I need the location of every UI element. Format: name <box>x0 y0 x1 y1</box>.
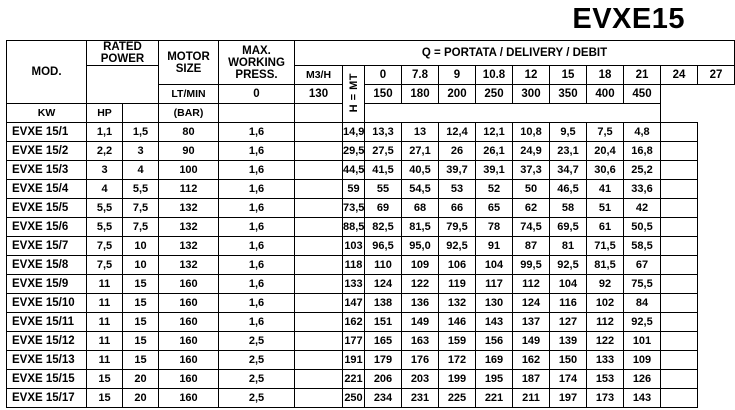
row-unit-spacer-5 <box>295 218 343 237</box>
row-bar-7: 1,6 <box>219 256 295 275</box>
row-1-h-4: 26,1 <box>476 142 513 161</box>
q-m3h-6: 18 <box>587 66 624 85</box>
row-model-10: EVXE 15/11 <box>7 313 87 332</box>
row-motor-size-6: 132 <box>159 237 219 256</box>
row-2-h-8: 25,2 <box>624 161 661 180</box>
header-kw: KW <box>7 104 87 123</box>
row-0-h-3: 12,4 <box>439 123 476 142</box>
row-14-h-2: 231 <box>402 389 439 408</box>
q-m3h-8: 24 <box>661 66 698 85</box>
row-model-12: EVXE 15/13 <box>7 351 87 370</box>
row-7-h-7: 81,5 <box>587 256 624 275</box>
row-3-h-7: 41 <box>587 180 624 199</box>
row-12-h-4: 169 <box>476 351 513 370</box>
row-4-h-8: 42 <box>624 199 661 218</box>
row-14-h-9 <box>661 389 698 408</box>
row-1-h-9 <box>661 142 698 161</box>
row-bar-11: 2,5 <box>219 332 295 351</box>
row-motor-size-8: 160 <box>159 275 219 294</box>
row-kw-5: 5,5 <box>87 218 123 237</box>
q-ltmin-1: 130 <box>295 85 343 104</box>
row-4-h-1: 69 <box>365 199 402 218</box>
row-1-h-0: 29,5 <box>343 142 365 161</box>
row-hp-7: 10 <box>123 256 159 275</box>
row-5-h-9 <box>661 218 698 237</box>
row-unit-spacer-9 <box>295 294 343 313</box>
row-motor-size-7: 132 <box>159 256 219 275</box>
row-1-h-6: 23,1 <box>550 142 587 161</box>
row-12-h-6: 150 <box>550 351 587 370</box>
row-1-h-1: 27,5 <box>365 142 402 161</box>
header-max-working-press: MAX. WORKING PRESS. <box>219 41 295 85</box>
q-ltmin-3: 180 <box>402 85 439 104</box>
row-6-h-1: 96,5 <box>365 237 402 256</box>
row-kw-7: 7,5 <box>87 256 123 275</box>
row-hp-6: 10 <box>123 237 159 256</box>
row-4-h-5: 62 <box>513 199 550 218</box>
row-13-h-0: 221 <box>343 370 365 389</box>
row-model-3: EVXE 15/4 <box>7 180 87 199</box>
row-hp-11: 15 <box>123 332 159 351</box>
row-14-h-5: 211 <box>513 389 550 408</box>
q-ltmin-7: 350 <box>550 85 587 104</box>
row-unit-spacer-2 <box>295 161 343 180</box>
row-5-h-8: 50,5 <box>624 218 661 237</box>
row-kw-0: 1,1 <box>87 123 123 142</box>
row-0-h-2: 13 <box>402 123 439 142</box>
row-8-h-6: 104 <box>550 275 587 294</box>
row-13-h-7: 153 <box>587 370 624 389</box>
row-14-h-3: 225 <box>439 389 476 408</box>
row-9-h-5: 124 <box>513 294 550 313</box>
row-model-13: EVXE 15/15 <box>7 370 87 389</box>
row-kw-14: 15 <box>87 389 123 408</box>
header-unit-m3h: M3/H <box>295 66 343 85</box>
row-bar-5: 1,6 <box>219 218 295 237</box>
table-row <box>7 370 735 389</box>
row-9-h-2: 136 <box>402 294 439 313</box>
row-motor-size-1: 90 <box>159 142 219 161</box>
row-1-h-3: 26 <box>439 142 476 161</box>
row-5-h-3: 79,5 <box>439 218 476 237</box>
row-0-h-8: 4,8 <box>624 123 661 142</box>
row-kw-12: 11 <box>87 351 123 370</box>
table-header-row-4 <box>7 104 735 123</box>
header-hp: HP <box>87 104 123 123</box>
row-model-8: EVXE 15/9 <box>7 275 87 294</box>
row-hp-12: 15 <box>123 351 159 370</box>
header-unit-blank <box>219 104 295 123</box>
row-kw-10: 11 <box>87 313 123 332</box>
row-8-h-7: 92 <box>587 275 624 294</box>
row-13-h-6: 174 <box>550 370 587 389</box>
row-11-h-5: 149 <box>513 332 550 351</box>
table-row <box>7 199 735 218</box>
row-14-h-7: 173 <box>587 389 624 408</box>
row-kw-8: 11 <box>87 275 123 294</box>
row-7-h-8: 67 <box>624 256 661 275</box>
row-2-h-7: 30,6 <box>587 161 624 180</box>
row-unit-spacer-8 <box>295 275 343 294</box>
row-bar-9: 1,6 <box>219 294 295 313</box>
row-kw-9: 11 <box>87 294 123 313</box>
table-row <box>7 142 735 161</box>
row-3-h-8: 33,6 <box>624 180 661 199</box>
row-bar-8: 1,6 <box>219 275 295 294</box>
row-hp-14: 20 <box>123 389 159 408</box>
q-ltmin-9: 450 <box>624 85 661 104</box>
row-unit-spacer-13 <box>295 370 343 389</box>
row-0-h-0: 14,9 <box>343 123 365 142</box>
row-hp-10: 15 <box>123 313 159 332</box>
header-motor-size-blank <box>123 104 159 123</box>
q-ltmin-5: 250 <box>476 85 513 104</box>
row-bar-4: 1,6 <box>219 199 295 218</box>
row-11-h-4: 156 <box>476 332 513 351</box>
q-ltmin-8: 400 <box>587 85 624 104</box>
row-hp-9: 15 <box>123 294 159 313</box>
table-row <box>7 389 735 408</box>
row-kw-3: 4 <box>87 180 123 199</box>
row-12-h-2: 176 <box>402 351 439 370</box>
row-13-h-3: 199 <box>439 370 476 389</box>
table-row <box>7 256 735 275</box>
header-unit-ltmin: LT/MIN <box>159 85 219 104</box>
row-hp-13: 20 <box>123 370 159 389</box>
row-hp-5: 7,5 <box>123 218 159 237</box>
row-model-0: EVXE 15/1 <box>7 123 87 142</box>
row-bar-10: 1,6 <box>219 313 295 332</box>
row-10-h-9 <box>661 313 698 332</box>
row-12-h-7: 133 <box>587 351 624 370</box>
row-2-h-2: 40,5 <box>402 161 439 180</box>
row-hp-8: 15 <box>123 275 159 294</box>
row-model-4: EVXE 15/5 <box>7 199 87 218</box>
row-8-h-1: 124 <box>365 275 402 294</box>
row-9-h-4: 130 <box>476 294 513 313</box>
row-10-h-8: 92,5 <box>624 313 661 332</box>
row-6-h-5: 87 <box>513 237 550 256</box>
row-4-h-9 <box>661 199 698 218</box>
row-hp-1: 3 <box>123 142 159 161</box>
row-model-11: EVXE 15/12 <box>7 332 87 351</box>
row-13-h-2: 203 <box>402 370 439 389</box>
row-unit-spacer-0 <box>295 123 343 142</box>
row-9-h-8: 84 <box>624 294 661 313</box>
row-7-h-5: 99,5 <box>513 256 550 275</box>
row-motor-size-14: 160 <box>159 389 219 408</box>
row-7-h-2: 109 <box>402 256 439 275</box>
row-model-14: EVXE 15/17 <box>7 389 87 408</box>
row-10-h-6: 127 <box>550 313 587 332</box>
q-m3h-3: 10.8 <box>476 66 513 85</box>
row-5-h-2: 81,5 <box>402 218 439 237</box>
row-8-h-9 <box>661 275 698 294</box>
header-rated-power-spacer <box>87 66 159 104</box>
row-14-h-6: 197 <box>550 389 587 408</box>
row-12-h-3: 172 <box>439 351 476 370</box>
row-hp-2: 4 <box>123 161 159 180</box>
row-0-h-4: 12,1 <box>476 123 513 142</box>
row-hp-0: 1,5 <box>123 123 159 142</box>
row-model-2: EVXE 15/3 <box>7 161 87 180</box>
pump-performance-table <box>6 40 735 408</box>
row-unit-spacer-11 <box>295 332 343 351</box>
row-6-h-8: 58,5 <box>624 237 661 256</box>
row-14-h-0: 250 <box>343 389 365 408</box>
row-bar-6: 1,6 <box>219 237 295 256</box>
row-bar-0: 1,6 <box>219 123 295 142</box>
row-3-h-2: 54,5 <box>402 180 439 199</box>
table-row <box>7 123 735 142</box>
q-m3h-1: 7.8 <box>402 66 439 85</box>
row-8-h-3: 119 <box>439 275 476 294</box>
row-unit-spacer-12 <box>295 351 343 370</box>
row-13-h-8: 126 <box>624 370 661 389</box>
row-5-h-5: 74,5 <box>513 218 550 237</box>
row-0-h-7: 7,5 <box>587 123 624 142</box>
row-unit-spacer-14 <box>295 389 343 408</box>
row-11-h-7: 122 <box>587 332 624 351</box>
row-3-h-5: 50 <box>513 180 550 199</box>
row-model-1: EVXE 15/2 <box>7 142 87 161</box>
row-11-h-1: 165 <box>365 332 402 351</box>
row-3-h-9 <box>661 180 698 199</box>
table-row <box>7 218 735 237</box>
row-4-h-7: 51 <box>587 199 624 218</box>
row-7-h-0: 118 <box>343 256 365 275</box>
q-m3h-7: 21 <box>624 66 661 85</box>
q-ltmin-0: 0 <box>219 85 295 104</box>
row-10-h-2: 149 <box>402 313 439 332</box>
header-bar: (BAR) <box>159 104 219 123</box>
row-10-h-7: 112 <box>587 313 624 332</box>
row-5-h-7: 61 <box>587 218 624 237</box>
row-7-h-4: 104 <box>476 256 513 275</box>
row-13-h-1: 206 <box>365 370 402 389</box>
table-body <box>7 123 735 408</box>
table-row <box>7 237 735 256</box>
row-bar-3: 1,6 <box>219 180 295 199</box>
row-unit-spacer-3 <box>295 180 343 199</box>
row-2-h-5: 37,3 <box>513 161 550 180</box>
row-0-h-6: 9,5 <box>550 123 587 142</box>
row-12-h-1: 179 <box>365 351 402 370</box>
row-11-h-9 <box>661 332 698 351</box>
header-rated-power: RATED POWER <box>87 41 159 66</box>
row-1-h-8: 16,8 <box>624 142 661 161</box>
row-0-h-1: 13,3 <box>365 123 402 142</box>
row-6-h-3: 92,5 <box>439 237 476 256</box>
row-2-h-3: 39,7 <box>439 161 476 180</box>
row-motor-size-12: 160 <box>159 351 219 370</box>
row-motor-size-5: 132 <box>159 218 219 237</box>
h-mt-label: H = MT <box>347 72 360 113</box>
row-motor-size-9: 160 <box>159 294 219 313</box>
row-bar-2: 1,6 <box>219 161 295 180</box>
row-14-h-4: 221 <box>476 389 513 408</box>
row-12-h-0: 191 <box>343 351 365 370</box>
row-8-h-4: 117 <box>476 275 513 294</box>
header-q-delivery: Q = PORTATA / DELIVERY / DEBIT <box>295 41 735 66</box>
row-7-h-1: 110 <box>365 256 402 275</box>
row-12-h-8: 109 <box>624 351 661 370</box>
row-0-h-9 <box>661 123 698 142</box>
row-4-h-6: 58 <box>550 199 587 218</box>
row-13-h-4: 195 <box>476 370 513 389</box>
row-7-h-9 <box>661 256 698 275</box>
row-unit-spacer-10 <box>295 313 343 332</box>
row-9-h-9 <box>661 294 698 313</box>
row-9-h-0: 147 <box>343 294 365 313</box>
row-11-h-3: 159 <box>439 332 476 351</box>
row-2-h-4: 39,1 <box>476 161 513 180</box>
row-11-h-6: 139 <box>550 332 587 351</box>
row-9-h-1: 138 <box>365 294 402 313</box>
row-11-h-2: 163 <box>402 332 439 351</box>
row-1-h-2: 27,1 <box>402 142 439 161</box>
row-unit-spacer-7 <box>295 256 343 275</box>
row-12-h-9 <box>661 351 698 370</box>
row-1-h-5: 24,9 <box>513 142 550 161</box>
q-ltmin-6: 300 <box>513 85 550 104</box>
table-row <box>7 275 735 294</box>
page-title: EVXE15 <box>572 3 685 35</box>
row-3-h-0: 59 <box>343 180 365 199</box>
row-8-h-0: 133 <box>343 275 365 294</box>
row-model-7: EVXE 15/8 <box>7 256 87 275</box>
row-4-h-4: 65 <box>476 199 513 218</box>
row-hp-3: 5,5 <box>123 180 159 199</box>
row-6-h-4: 91 <box>476 237 513 256</box>
row-motor-size-4: 132 <box>159 199 219 218</box>
row-kw-11: 11 <box>87 332 123 351</box>
row-kw-13: 15 <box>87 370 123 389</box>
q-m3h-0: 0 <box>365 66 402 85</box>
row-5-h-1: 82,5 <box>365 218 402 237</box>
q-m3h-2: 9 <box>439 66 476 85</box>
row-bar-13: 2,5 <box>219 370 295 389</box>
row-9-h-7: 102 <box>587 294 624 313</box>
row-8-h-8: 75,5 <box>624 275 661 294</box>
row-6-h-7: 71,5 <box>587 237 624 256</box>
row-5-h-4: 78 <box>476 218 513 237</box>
table-row <box>7 332 735 351</box>
row-kw-4: 5,5 <box>87 199 123 218</box>
row-8-h-2: 122 <box>402 275 439 294</box>
row-9-h-3: 132 <box>439 294 476 313</box>
header-h-mt <box>343 66 365 123</box>
row-9-h-6: 116 <box>550 294 587 313</box>
row-2-h-6: 34,7 <box>550 161 587 180</box>
q-ltmin-4: 200 <box>439 85 476 104</box>
row-2-h-0: 44,5 <box>343 161 365 180</box>
row-6-h-6: 81 <box>550 237 587 256</box>
row-hp-4: 7,5 <box>123 199 159 218</box>
row-bar-1: 1,6 <box>219 142 295 161</box>
q-m3h-4: 12 <box>513 66 550 85</box>
row-8-h-5: 112 <box>513 275 550 294</box>
row-12-h-5: 162 <box>513 351 550 370</box>
row-3-h-3: 53 <box>439 180 476 199</box>
row-11-h-8: 101 <box>624 332 661 351</box>
row-7-h-6: 92,5 <box>550 256 587 275</box>
table-header-row-2 <box>7 66 735 85</box>
row-motor-size-0: 80 <box>159 123 219 142</box>
table-row <box>7 351 735 370</box>
row-model-9: EVXE 15/10 <box>7 294 87 313</box>
row-2-h-9 <box>661 161 698 180</box>
row-4-h-3: 66 <box>439 199 476 218</box>
row-6-h-0: 103 <box>343 237 365 256</box>
q-ltmin-2: 150 <box>365 85 402 104</box>
row-bar-14: 2,5 <box>219 389 295 408</box>
row-motor-size-11: 160 <box>159 332 219 351</box>
row-3-h-6: 46,5 <box>550 180 587 199</box>
table-row <box>7 180 735 199</box>
row-motor-size-2: 100 <box>159 161 219 180</box>
row-unit-spacer-6 <box>295 237 343 256</box>
row-6-h-2: 95,0 <box>402 237 439 256</box>
row-14-h-8: 143 <box>624 389 661 408</box>
row-10-h-4: 143 <box>476 313 513 332</box>
table-header-row-1 <box>7 41 735 66</box>
row-5-h-6: 69,5 <box>550 218 587 237</box>
row-motor-size-10: 160 <box>159 313 219 332</box>
row-motor-size-13: 160 <box>159 370 219 389</box>
row-3-h-1: 55 <box>365 180 402 199</box>
row-kw-1: 2,2 <box>87 142 123 161</box>
row-7-h-3: 106 <box>439 256 476 275</box>
row-2-h-1: 41,5 <box>365 161 402 180</box>
table-row <box>7 294 735 313</box>
row-13-h-5: 187 <box>513 370 550 389</box>
row-10-h-0: 162 <box>343 313 365 332</box>
row-4-h-0: 73,5 <box>343 199 365 218</box>
row-bar-12: 2,5 <box>219 351 295 370</box>
row-kw-6: 7,5 <box>87 237 123 256</box>
header-motor-size: MOTOR SIZE <box>159 41 219 85</box>
row-model-5: EVXE 15/6 <box>7 218 87 237</box>
row-3-h-4: 52 <box>476 180 513 199</box>
row-11-h-0: 177 <box>343 332 365 351</box>
row-10-h-3: 146 <box>439 313 476 332</box>
q-m3h-9: 27 <box>698 66 735 85</box>
table-row <box>7 313 735 332</box>
header-mod: MOD. <box>7 41 87 104</box>
row-10-h-5: 137 <box>513 313 550 332</box>
pump-performance-table-container <box>6 40 723 408</box>
row-6-h-9 <box>661 237 698 256</box>
row-13-h-9 <box>661 370 698 389</box>
row-5-h-0: 88,5 <box>343 218 365 237</box>
row-10-h-1: 151 <box>365 313 402 332</box>
row-unit-spacer-1 <box>295 142 343 161</box>
row-4-h-2: 68 <box>402 199 439 218</box>
row-kw-2: 3 <box>87 161 123 180</box>
row-1-h-7: 20,4 <box>587 142 624 161</box>
table-row <box>7 161 735 180</box>
row-unit-spacer-4 <box>295 199 343 218</box>
row-0-h-5: 10,8 <box>513 123 550 142</box>
row-14-h-1: 234 <box>365 389 402 408</box>
row-motor-size-3: 112 <box>159 180 219 199</box>
row-model-6: EVXE 15/7 <box>7 237 87 256</box>
q-m3h-5: 15 <box>550 66 587 85</box>
